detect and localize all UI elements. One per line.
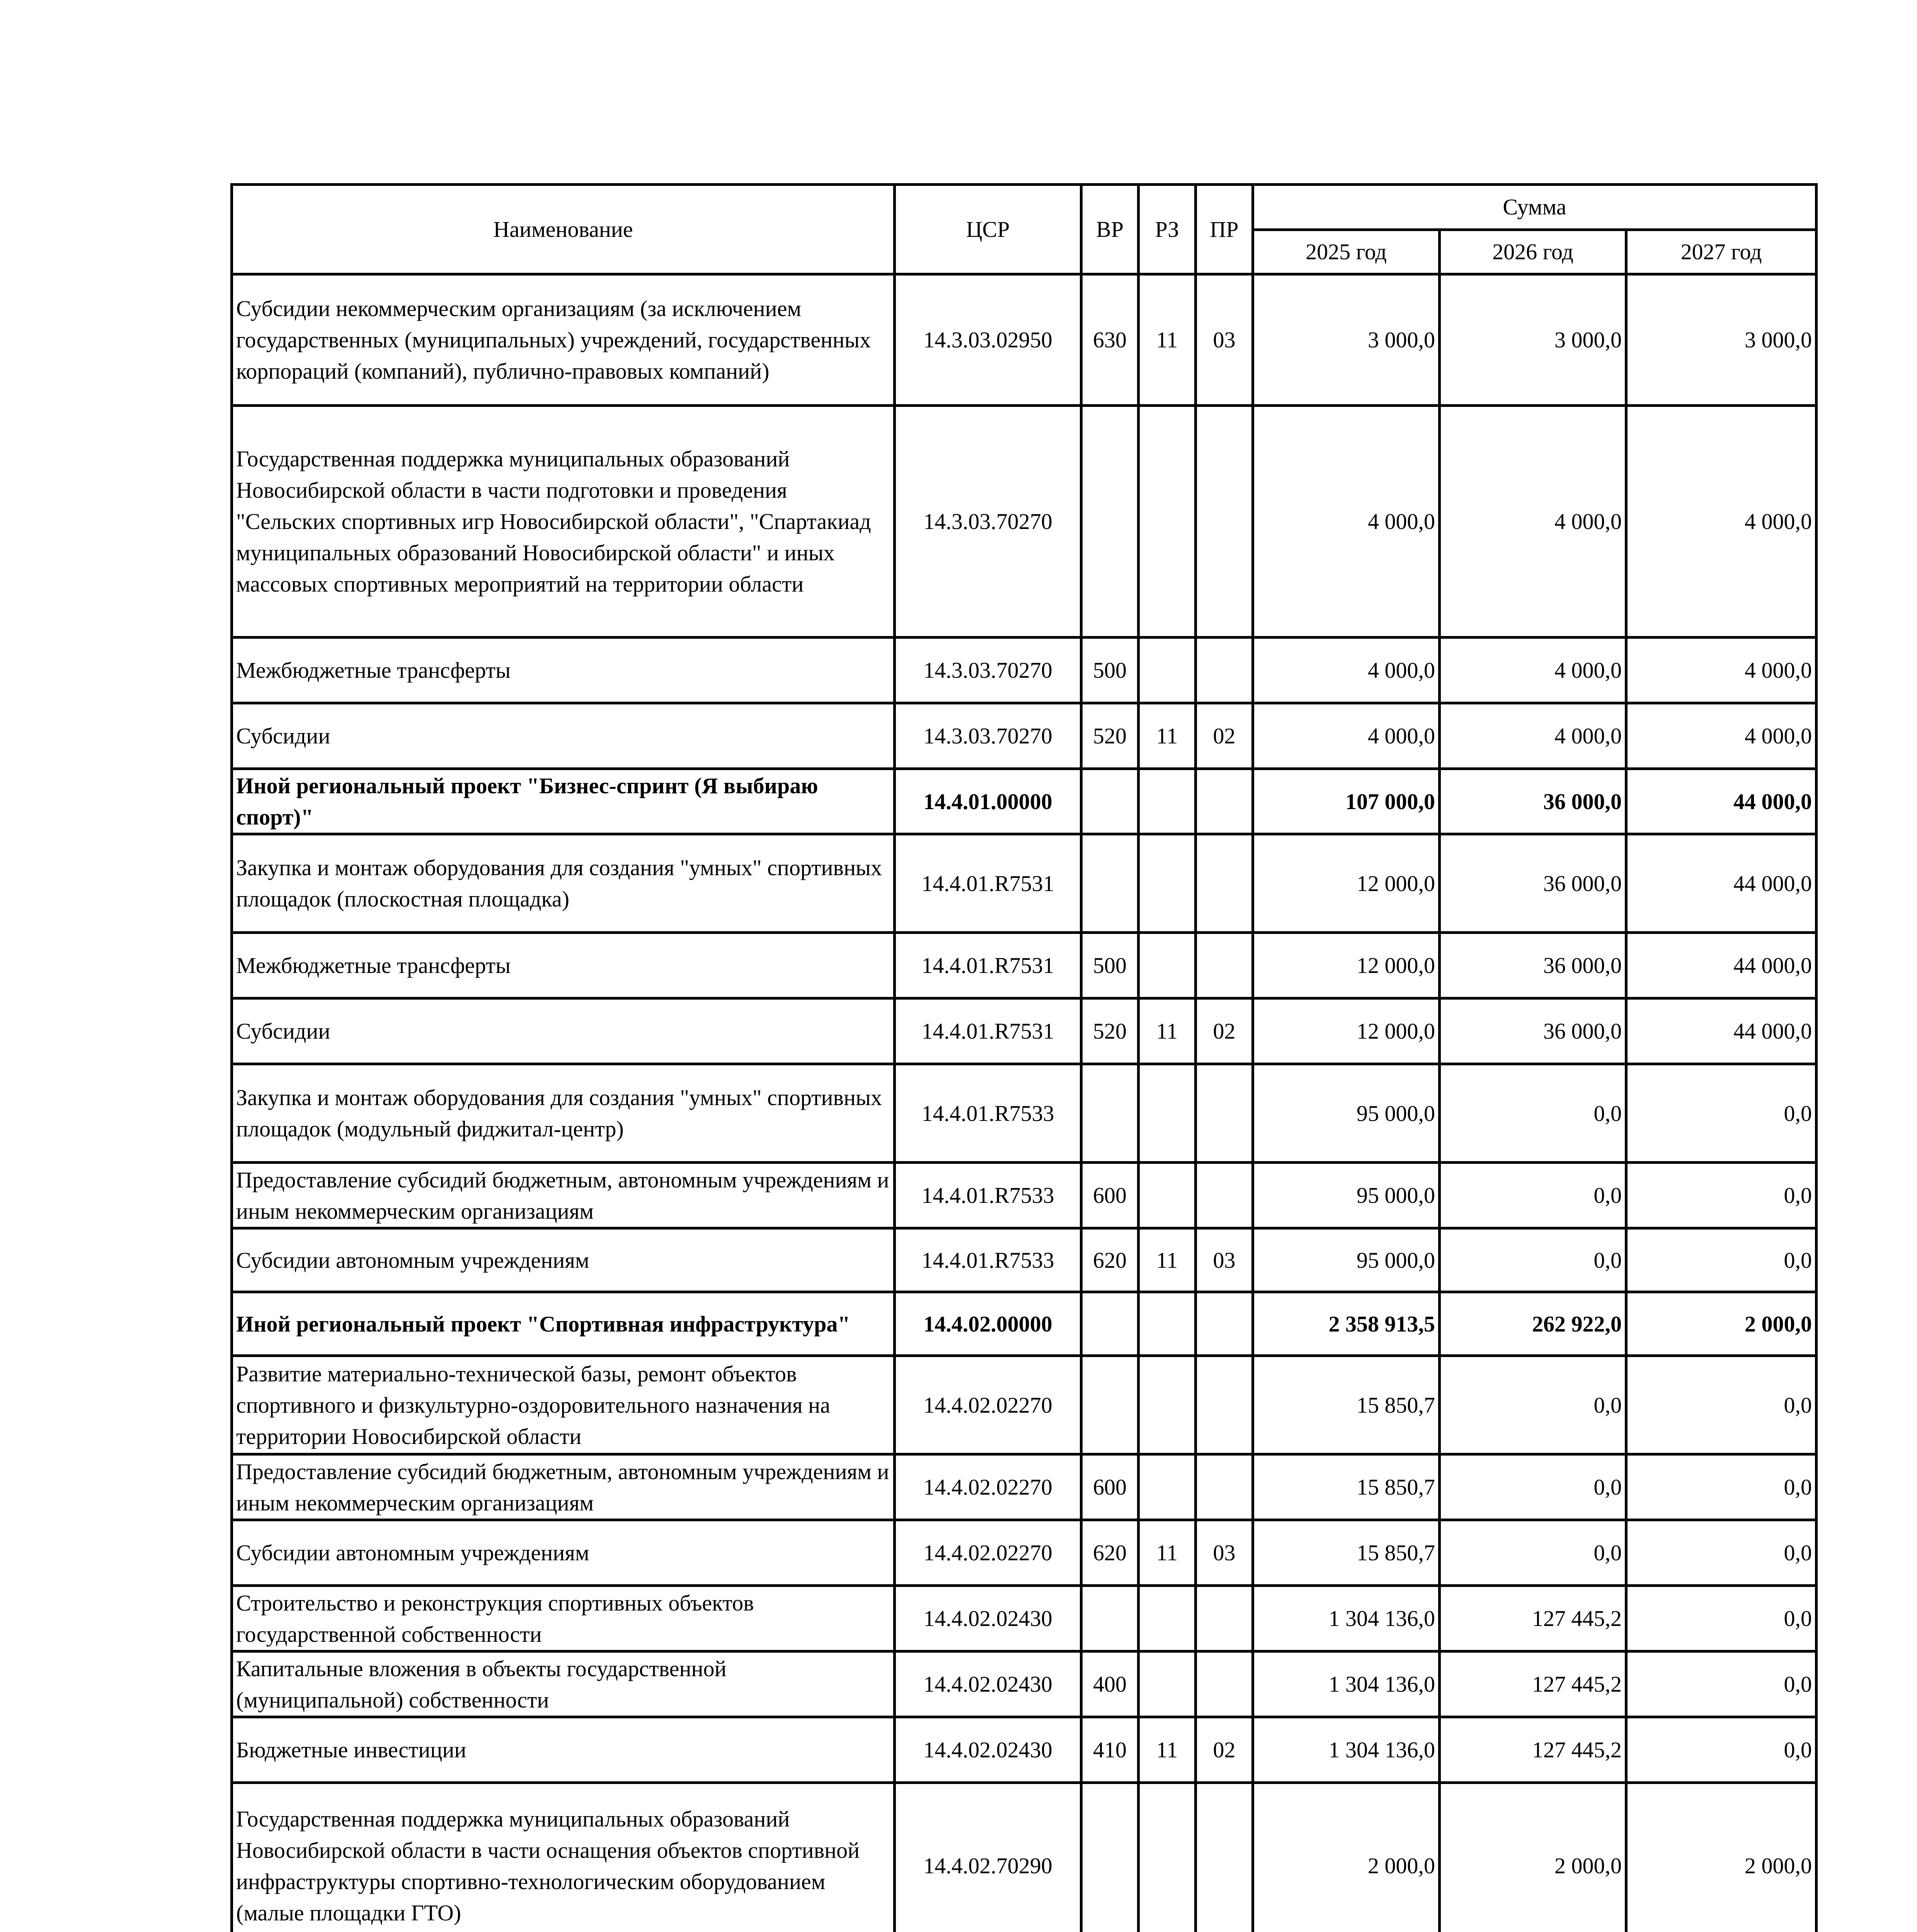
cell-csr: 14.4.01.R7531	[895, 933, 1081, 998]
cell-vr: 520	[1081, 998, 1139, 1064]
cell-y2027: 0,0	[1626, 1520, 1817, 1586]
cell-y2027: 0,0	[1626, 1228, 1817, 1292]
header-2026: 2026 год	[1440, 230, 1626, 274]
cell-rz	[1139, 1292, 1196, 1356]
cell-pr	[1196, 638, 1253, 703]
cell-pr	[1196, 406, 1253, 638]
cell-y2025: 1 304 136,0	[1253, 1717, 1440, 1783]
cell-y2027: 0,0	[1626, 1454, 1817, 1520]
cell-y2026: 127 445,2	[1440, 1586, 1626, 1651]
cell-name: Государственная поддержка муниципальных образований Новосибирской области в части подготовки и проведения "Сельских спортивных игр Новосибирской области", "Спартакиад муниципальных образований Новосибирской области" и иных массовых спортивных мероприятий на территории области	[232, 406, 895, 638]
table-row	[232, 274, 1817, 406]
cell-name: Межбюджетные трансферты	[232, 933, 895, 998]
cell-csr: 14.4.01.00000	[895, 769, 1081, 834]
cell-y2026: 3 000,0	[1440, 274, 1626, 406]
cell-y2026: 36 000,0	[1440, 834, 1626, 933]
table-row	[232, 834, 1817, 933]
cell-name: Иной региональный проект "Спортивная инфраструктура"	[232, 1292, 895, 1356]
cell-vr	[1081, 769, 1139, 834]
cell-csr: 14.4.02.02270	[895, 1454, 1081, 1520]
cell-y2026: 0,0	[1440, 1228, 1626, 1292]
header-2027: 2027 год	[1626, 230, 1817, 274]
cell-y2027: 44 000,0	[1626, 769, 1817, 834]
cell-vr: 410	[1081, 1717, 1139, 1783]
cell-rz: 11	[1139, 703, 1196, 769]
cell-name: Предоставление субсидий бюджетным, автономным учреждениям и иным некоммерческим организациям	[232, 1454, 895, 1520]
cell-y2025: 107 000,0	[1253, 769, 1440, 834]
cell-name: Субсидии	[232, 998, 895, 1064]
cell-vr: 400	[1081, 1651, 1139, 1717]
header-pr: ПР	[1196, 185, 1253, 274]
cell-y2026: 0,0	[1440, 1356, 1626, 1454]
cell-csr: 14.4.01.R7531	[895, 834, 1081, 933]
cell-y2026: 36 000,0	[1440, 998, 1626, 1064]
cell-y2026: 262 922,0	[1440, 1292, 1626, 1356]
cell-vr	[1081, 1783, 1139, 1932]
cell-y2025: 12 000,0	[1253, 834, 1440, 933]
table-row	[232, 703, 1817, 769]
cell-pr	[1196, 834, 1253, 933]
cell-name: Капитальные вложения в объекты государственной (муниципальной) собственности	[232, 1651, 895, 1717]
cell-y2027: 2 000,0	[1626, 1292, 1817, 1356]
cell-y2026: 0,0	[1440, 1454, 1626, 1520]
header-csr: ЦСР	[895, 185, 1081, 274]
cell-y2026: 36 000,0	[1440, 769, 1626, 834]
cell-y2025: 15 850,7	[1253, 1356, 1440, 1454]
header-sum: Сумма	[1253, 185, 1817, 230]
table-row	[232, 769, 1817, 834]
cell-vr: 520	[1081, 703, 1139, 769]
cell-y2027: 0,0	[1626, 1064, 1817, 1163]
cell-csr: 14.4.02.02430	[895, 1651, 1081, 1717]
cell-csr: 14.4.01.R7533	[895, 1064, 1081, 1163]
cell-rz	[1139, 1064, 1196, 1163]
cell-vr: 630	[1081, 274, 1139, 406]
cell-vr: 600	[1081, 1163, 1139, 1228]
cell-rz	[1139, 769, 1196, 834]
cell-vr	[1081, 834, 1139, 933]
table-body	[232, 274, 1817, 1932]
cell-y2025: 1 304 136,0	[1253, 1651, 1440, 1717]
cell-y2026: 4 000,0	[1440, 638, 1626, 703]
cell-y2027: 4 000,0	[1626, 406, 1817, 638]
cell-y2027: 0,0	[1626, 1163, 1817, 1228]
cell-y2025: 4 000,0	[1253, 638, 1440, 703]
cell-pr: 02	[1196, 703, 1253, 769]
cell-csr: 14.3.03.70270	[895, 638, 1081, 703]
cell-vr	[1081, 1356, 1139, 1454]
cell-pr: 03	[1196, 1228, 1253, 1292]
cell-csr: 14.4.01.R7533	[895, 1228, 1081, 1292]
cell-y2025: 1 304 136,0	[1253, 1586, 1440, 1651]
cell-y2025: 95 000,0	[1253, 1228, 1440, 1292]
cell-name: Закупка и монтаж оборудования для создания "умных" спортивных площадок (модульный фиджитал-центр)	[232, 1064, 895, 1163]
cell-rz	[1139, 638, 1196, 703]
cell-y2027: 4 000,0	[1626, 703, 1817, 769]
table-row	[232, 1717, 1817, 1783]
cell-rz: 11	[1139, 1228, 1196, 1292]
cell-vr	[1081, 1586, 1139, 1651]
cell-rz	[1139, 1356, 1196, 1454]
cell-pr: 02	[1196, 998, 1253, 1064]
cell-y2025: 4 000,0	[1253, 406, 1440, 638]
cell-y2027: 2 000,0	[1626, 1783, 1817, 1932]
header-name: Наименование	[232, 185, 895, 274]
cell-y2026: 127 445,2	[1440, 1651, 1626, 1717]
cell-y2027: 44 000,0	[1626, 998, 1817, 1064]
cell-name: Государственная поддержка муниципальных образований Новосибирской области в части оснащения объектов спортивной инфраструктуры спортивно-технологическим оборудованием (малые площадки ГТО)	[232, 1783, 895, 1932]
cell-csr: 14.3.03.70270	[895, 406, 1081, 638]
budget-table	[230, 183, 1818, 1932]
cell-vr: 620	[1081, 1228, 1139, 1292]
cell-csr: 14.4.02.70290	[895, 1783, 1081, 1932]
cell-pr: 03	[1196, 1520, 1253, 1586]
cell-name: Субсидии некоммерческим организациям (за исключением государственных (муниципальных) учреждений, государственных корпораций (компаний), публично-правовых компаний)	[232, 274, 895, 406]
cell-rz	[1139, 1651, 1196, 1717]
cell-pr	[1196, 769, 1253, 834]
cell-y2025: 2 000,0	[1253, 1783, 1440, 1932]
table-row	[232, 1228, 1817, 1292]
table-row	[232, 406, 1817, 638]
cell-csr: 14.4.01.R7533	[895, 1163, 1081, 1228]
cell-vr	[1081, 1064, 1139, 1163]
cell-rz	[1139, 406, 1196, 638]
cell-y2027: 3 000,0	[1626, 274, 1817, 406]
cell-vr: 500	[1081, 638, 1139, 703]
cell-y2025: 12 000,0	[1253, 933, 1440, 998]
cell-name: Закупка и монтаж оборудования для создания "умных" спортивных площадок (плоскостная площадка)	[232, 834, 895, 933]
cell-y2026: 4 000,0	[1440, 406, 1626, 638]
cell-rz	[1139, 1586, 1196, 1651]
cell-pr	[1196, 1064, 1253, 1163]
table-row	[232, 1454, 1817, 1520]
cell-name: Межбюджетные трансферты	[232, 638, 895, 703]
cell-csr: 14.4.02.02430	[895, 1586, 1081, 1651]
cell-y2026: 0,0	[1440, 1163, 1626, 1228]
table-row	[232, 1292, 1817, 1356]
cell-name: Субсидии автономным учреждениям	[232, 1520, 895, 1586]
header-rz: РЗ	[1139, 185, 1196, 274]
cell-pr: 02	[1196, 1717, 1253, 1783]
cell-rz: 11	[1139, 1520, 1196, 1586]
table-row	[232, 1356, 1817, 1454]
cell-rz	[1139, 1163, 1196, 1228]
table-row	[232, 1783, 1817, 1932]
cell-y2025: 2 358 913,5	[1253, 1292, 1440, 1356]
cell-y2027: 0,0	[1626, 1586, 1817, 1651]
cell-y2025: 95 000,0	[1253, 1064, 1440, 1163]
cell-rz: 11	[1139, 274, 1196, 406]
cell-vr: 500	[1081, 933, 1139, 998]
cell-rz	[1139, 933, 1196, 998]
cell-vr: 600	[1081, 1454, 1139, 1520]
table-row	[232, 933, 1817, 998]
cell-pr	[1196, 1292, 1253, 1356]
cell-name: Развитие материально-технической базы, ремонт объектов спортивного и физкультурно-оздоровительного назначения на территории Новосибирской области	[232, 1356, 895, 1454]
cell-csr: 14.4.02.00000	[895, 1292, 1081, 1356]
table-row	[232, 1064, 1817, 1163]
cell-csr: 14.4.02.02270	[895, 1520, 1081, 1586]
cell-name: Строительство и реконструкция спортивных объектов государственной собственности	[232, 1586, 895, 1651]
cell-y2025: 4 000,0	[1253, 703, 1440, 769]
cell-name: Субсидии автономным учреждениям	[232, 1228, 895, 1292]
cell-y2026: 0,0	[1440, 1520, 1626, 1586]
cell-csr: 14.3.03.02950	[895, 274, 1081, 406]
cell-vr	[1081, 406, 1139, 638]
cell-y2025: 95 000,0	[1253, 1163, 1440, 1228]
cell-y2025: 15 850,7	[1253, 1454, 1440, 1520]
cell-csr: 14.4.02.02270	[895, 1356, 1081, 1454]
cell-y2026: 36 000,0	[1440, 933, 1626, 998]
cell-y2026: 4 000,0	[1440, 703, 1626, 769]
header-2025: 2025 год	[1253, 230, 1440, 274]
table-row	[232, 998, 1817, 1064]
cell-name: Иной региональный проект "Бизнес-спринт (Я выбираю спорт)"	[232, 769, 895, 834]
cell-y2027: 4 000,0	[1626, 638, 1817, 703]
cell-rz: 11	[1139, 998, 1196, 1064]
cell-y2027: 44 000,0	[1626, 933, 1817, 998]
cell-csr: 14.4.02.02430	[895, 1717, 1081, 1783]
cell-pr	[1196, 933, 1253, 998]
cell-y2026: 127 445,2	[1440, 1717, 1626, 1783]
cell-csr: 14.4.01.R7531	[895, 998, 1081, 1064]
cell-pr	[1196, 1586, 1253, 1651]
cell-y2026: 2 000,0	[1440, 1783, 1626, 1932]
cell-y2025: 3 000,0	[1253, 274, 1440, 406]
cell-rz: 11	[1139, 1717, 1196, 1783]
cell-pr: 03	[1196, 274, 1253, 406]
cell-pr	[1196, 1651, 1253, 1717]
cell-vr	[1081, 1292, 1139, 1356]
table-row	[232, 1651, 1817, 1717]
cell-pr	[1196, 1356, 1253, 1454]
cell-y2027: 0,0	[1626, 1651, 1817, 1717]
cell-y2027: 0,0	[1626, 1356, 1817, 1454]
header-vr: ВР	[1081, 185, 1139, 274]
table-row	[232, 1586, 1817, 1651]
cell-y2025: 15 850,7	[1253, 1520, 1440, 1586]
table-row	[232, 1163, 1817, 1228]
table-row	[232, 1520, 1817, 1586]
cell-y2026: 0,0	[1440, 1064, 1626, 1163]
cell-name: Субсидии	[232, 703, 895, 769]
table-row	[232, 638, 1817, 703]
cell-vr: 620	[1081, 1520, 1139, 1586]
cell-y2027: 0,0	[1626, 1717, 1817, 1783]
cell-y2025: 12 000,0	[1253, 998, 1440, 1064]
cell-pr	[1196, 1454, 1253, 1520]
cell-rz	[1139, 1783, 1196, 1932]
cell-rz	[1139, 834, 1196, 933]
cell-csr: 14.3.03.70270	[895, 703, 1081, 769]
cell-pr	[1196, 1783, 1253, 1932]
cell-pr	[1196, 1163, 1253, 1228]
cell-name: Бюджетные инвестиции	[232, 1717, 895, 1783]
cell-y2027: 44 000,0	[1626, 834, 1817, 933]
cell-name: Предоставление субсидий бюджетным, автономным учреждениям и иным некоммерческим организациям	[232, 1163, 895, 1228]
cell-rz	[1139, 1454, 1196, 1520]
